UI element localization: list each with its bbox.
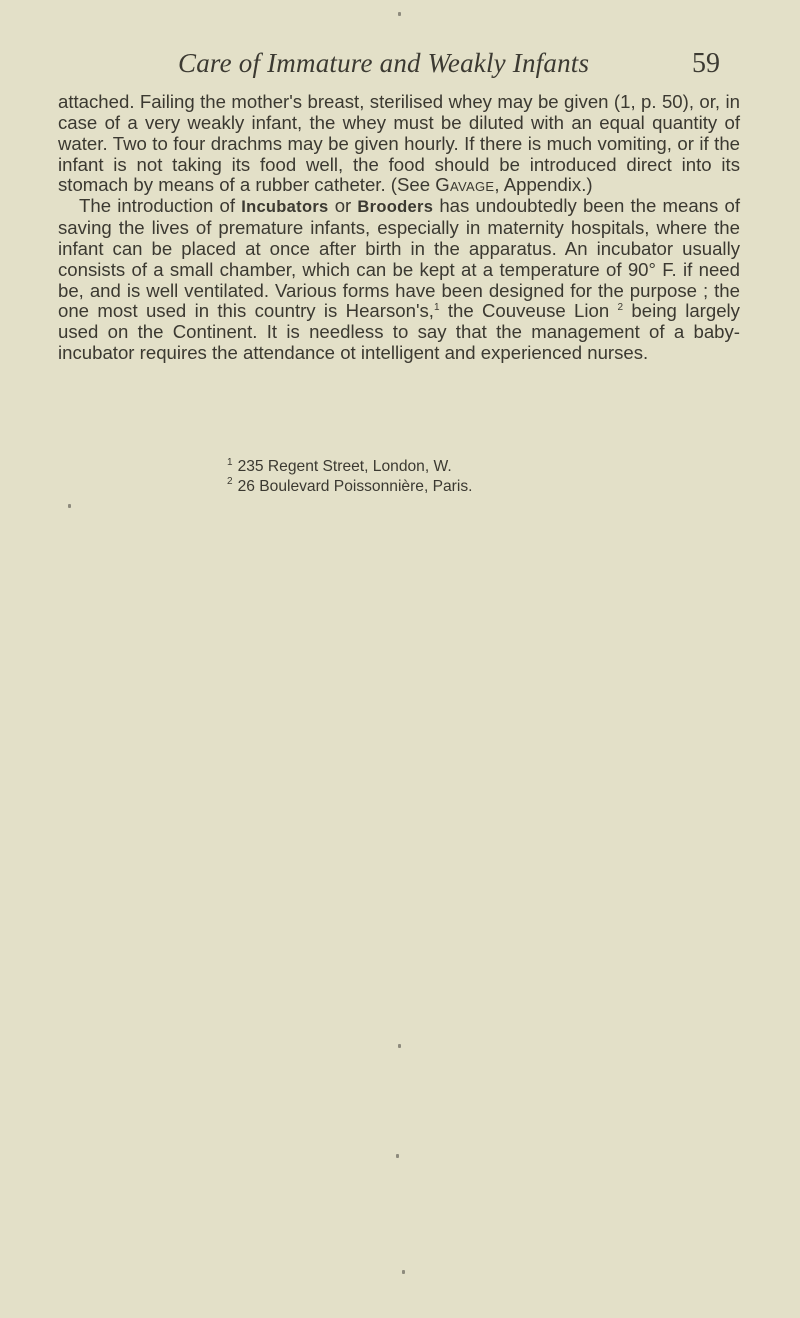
paper-speck [396,1154,399,1158]
body-text [58,92,740,364]
paragraph-feeding-text: attached. Failing the mother's breast, sterilised whey may be given (1, p. 50), or, in case of a very weakly infant, the whey must be diluted with an equal quantity of water. Two to four drachms may be given hourly. If there is much vomiting, or if the infant is not taking its food well, the food should be introduced direct into its stomach by means of a rubber catheter. (See [58,91,740,196]
footnote-mark-2: 2 [227,476,233,488]
paragraph-incubators [58,196,740,364]
paper-speck [398,12,401,16]
paragraph-incubators-text-c: being largely used on the Continent. It is needless to say that the management of a baby-incubator requires the attendance ot intelligent and experienced nurses. [58,300,740,364]
footnote-2 [227,477,727,497]
paragraph-incubators-or: or [328,195,358,217]
paper-speck [398,1044,401,1048]
term-incubators: Incubators [241,198,329,217]
term-brooders: Brooders [357,198,434,217]
paragraph-incubators-text-a: has undoubtedly been the means of saving the lives of premature infants, especially in maternity hospitals, where the infant can be placed at once after birth in the apparatus. An incubator usually consists of a small chamber, which can be kept at a temperature of 90° F. if need be, and is well ventilated. Various forms have been designed for the purpose ; the one most used in this country is Hearson's, [58,195,740,322]
page-number: 59 [692,48,720,79]
footnote-ref-2: 2 [617,302,624,314]
cross-reference-gavage: Gavage [435,174,495,196]
paragraph-incubators-intro: The introduction of [79,195,242,217]
footnote-text-1: 235 Regent Street, London, W. [237,458,452,475]
footnotes [227,457,727,496]
paragraph-feeding [58,92,740,196]
footnote-ref-1: 1 [433,302,440,314]
paper-speck [68,504,71,508]
paragraph-feeding-end: , Appendix.) [494,174,593,196]
paragraph-incubators-text-b: the Couveuse Lion [439,300,618,322]
footnote-1 [227,457,727,477]
footnote-text-2: 26 Boulevard Poissonnière, Paris. [237,477,473,495]
footnote-mark-1: 1 [227,456,233,468]
paper-speck [402,1270,405,1274]
running-title: Care of Immature and Weakly Infants [178,48,590,78]
running-head [0,48,800,88]
